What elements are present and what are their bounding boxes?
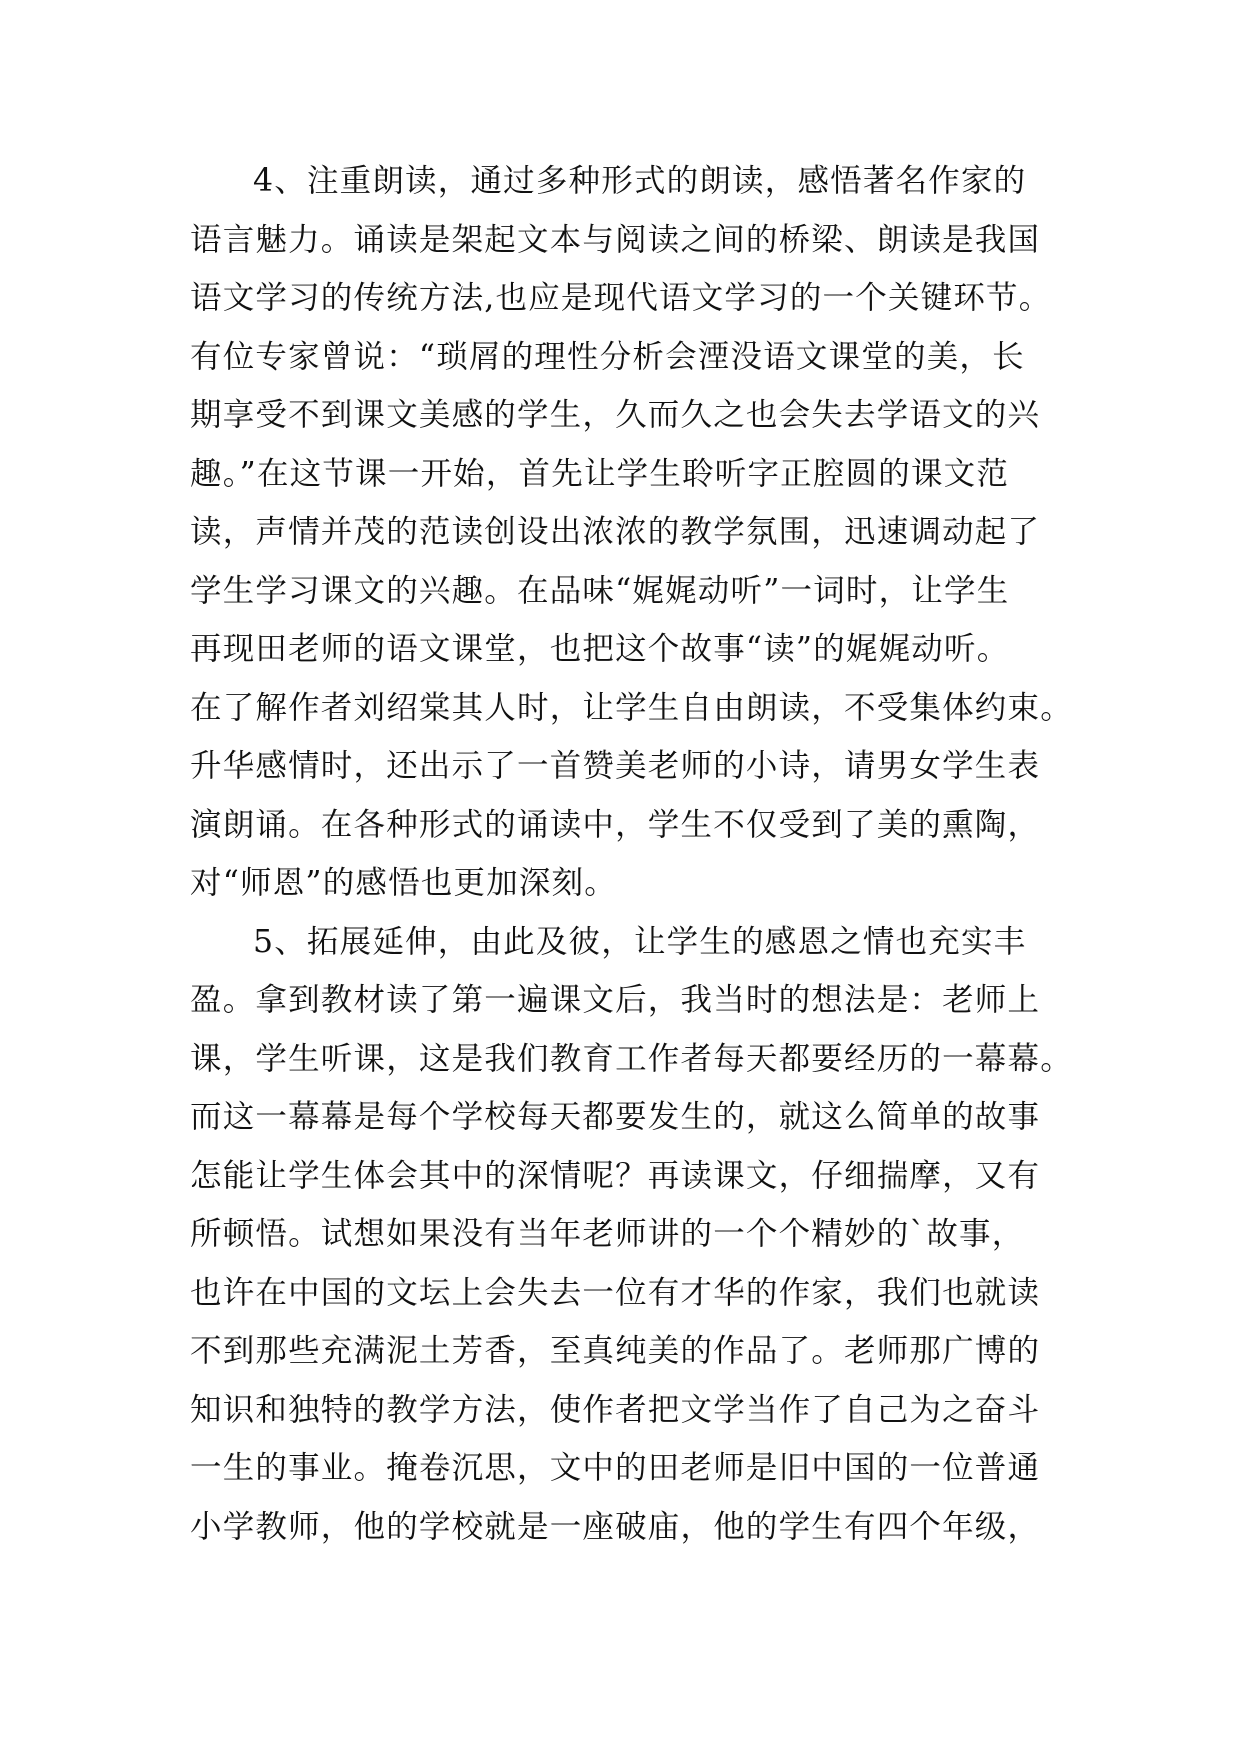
text-line: 学生学习课文的兴趣。在品味“娓娓动听”一词时，让学生 bbox=[190, 572, 1010, 609]
text-line: 知识和独特的教学方法，使作者把文学当作了自己为之奋斗 bbox=[190, 1391, 1041, 1428]
text-line: 怎能让学生体会其中的深情呢？再读课文，仔细揣摩，又有 bbox=[190, 1157, 1041, 1194]
text-line: 盈。拿到教材读了第一遍课文后，我当时的想法是：老师上 bbox=[190, 982, 1041, 1018]
text-line: 再现田老师的语文课堂，也把这个故事“读”的娓娓动听。 bbox=[190, 631, 1010, 667]
text-line: 升华感情时，还出示了一首赞美老师的小诗，请男女学生表 bbox=[190, 748, 1041, 784]
paragraph-4-start: 4、注重朗读，通过多种形式的朗读，感悟著名作家的 bbox=[253, 163, 1027, 199]
body-text bbox=[190, 152, 1090, 1556]
text-line: 有位专家曾说：“琐屑的理性分析会湮没语文课堂的美，长 bbox=[190, 338, 1025, 375]
text-line: 课，学生听课，这是我们教育工作者每天都要经历的一幕幕。 bbox=[190, 1040, 1073, 1077]
text-line: 不到那些充满泥土芳香，至真纯美的作品了。老师那广博的 bbox=[190, 1333, 1041, 1369]
text-line: 所顿悟。试想如果没有当年老师讲的一个个精妙的`故事， bbox=[190, 1216, 1025, 1252]
text-line: 语文学习的传统方法,也应是现代语文学习的一个关键环节。 bbox=[190, 280, 1052, 316]
text-line: 演朗诵。在各种形式的诵读中，学生不仅受到了美的熏陶， bbox=[190, 806, 1041, 843]
text-line: 对“师恩”的感悟也更加深刻。 bbox=[190, 865, 618, 901]
text-line: 语言魅力。诵读是架起文本与阅读之间的桥梁、朗读是我国 bbox=[190, 221, 1041, 258]
text-line: 一生的事业。掩卷沉思，文中的田老师是旧中国的一位普通 bbox=[190, 1450, 1041, 1486]
text-line: 读，声情并茂的范读创设出浓浓的教学氛围，迅速调动起了 bbox=[190, 514, 1041, 550]
text-line: 在了解作者刘绍棠其人时，让学生自由朗读，不受集体约束。 bbox=[190, 689, 1073, 726]
text-line: 而这一幕幕是每个学校每天都要发生的，就这么简单的故事 bbox=[190, 1099, 1041, 1135]
text-line: 小学教师，他的学校就是一座破庙，他的学生有四个年级， bbox=[190, 1508, 1041, 1545]
text-line: 期享受不到课文美感的学生，久而久之也会失去学语文的兴 bbox=[190, 397, 1041, 433]
paragraph-5-start: 5、拓展延伸，由此及彼，让学生的感恩之情也充实丰 bbox=[253, 923, 1027, 960]
text-line: 也许在中国的文坛上会失去一位有才华的作家，我们也就读 bbox=[190, 1274, 1041, 1311]
text-line: 趣。”在这节课一开始，首先让学生聆听字正腔圆的课文范 bbox=[190, 455, 1010, 492]
